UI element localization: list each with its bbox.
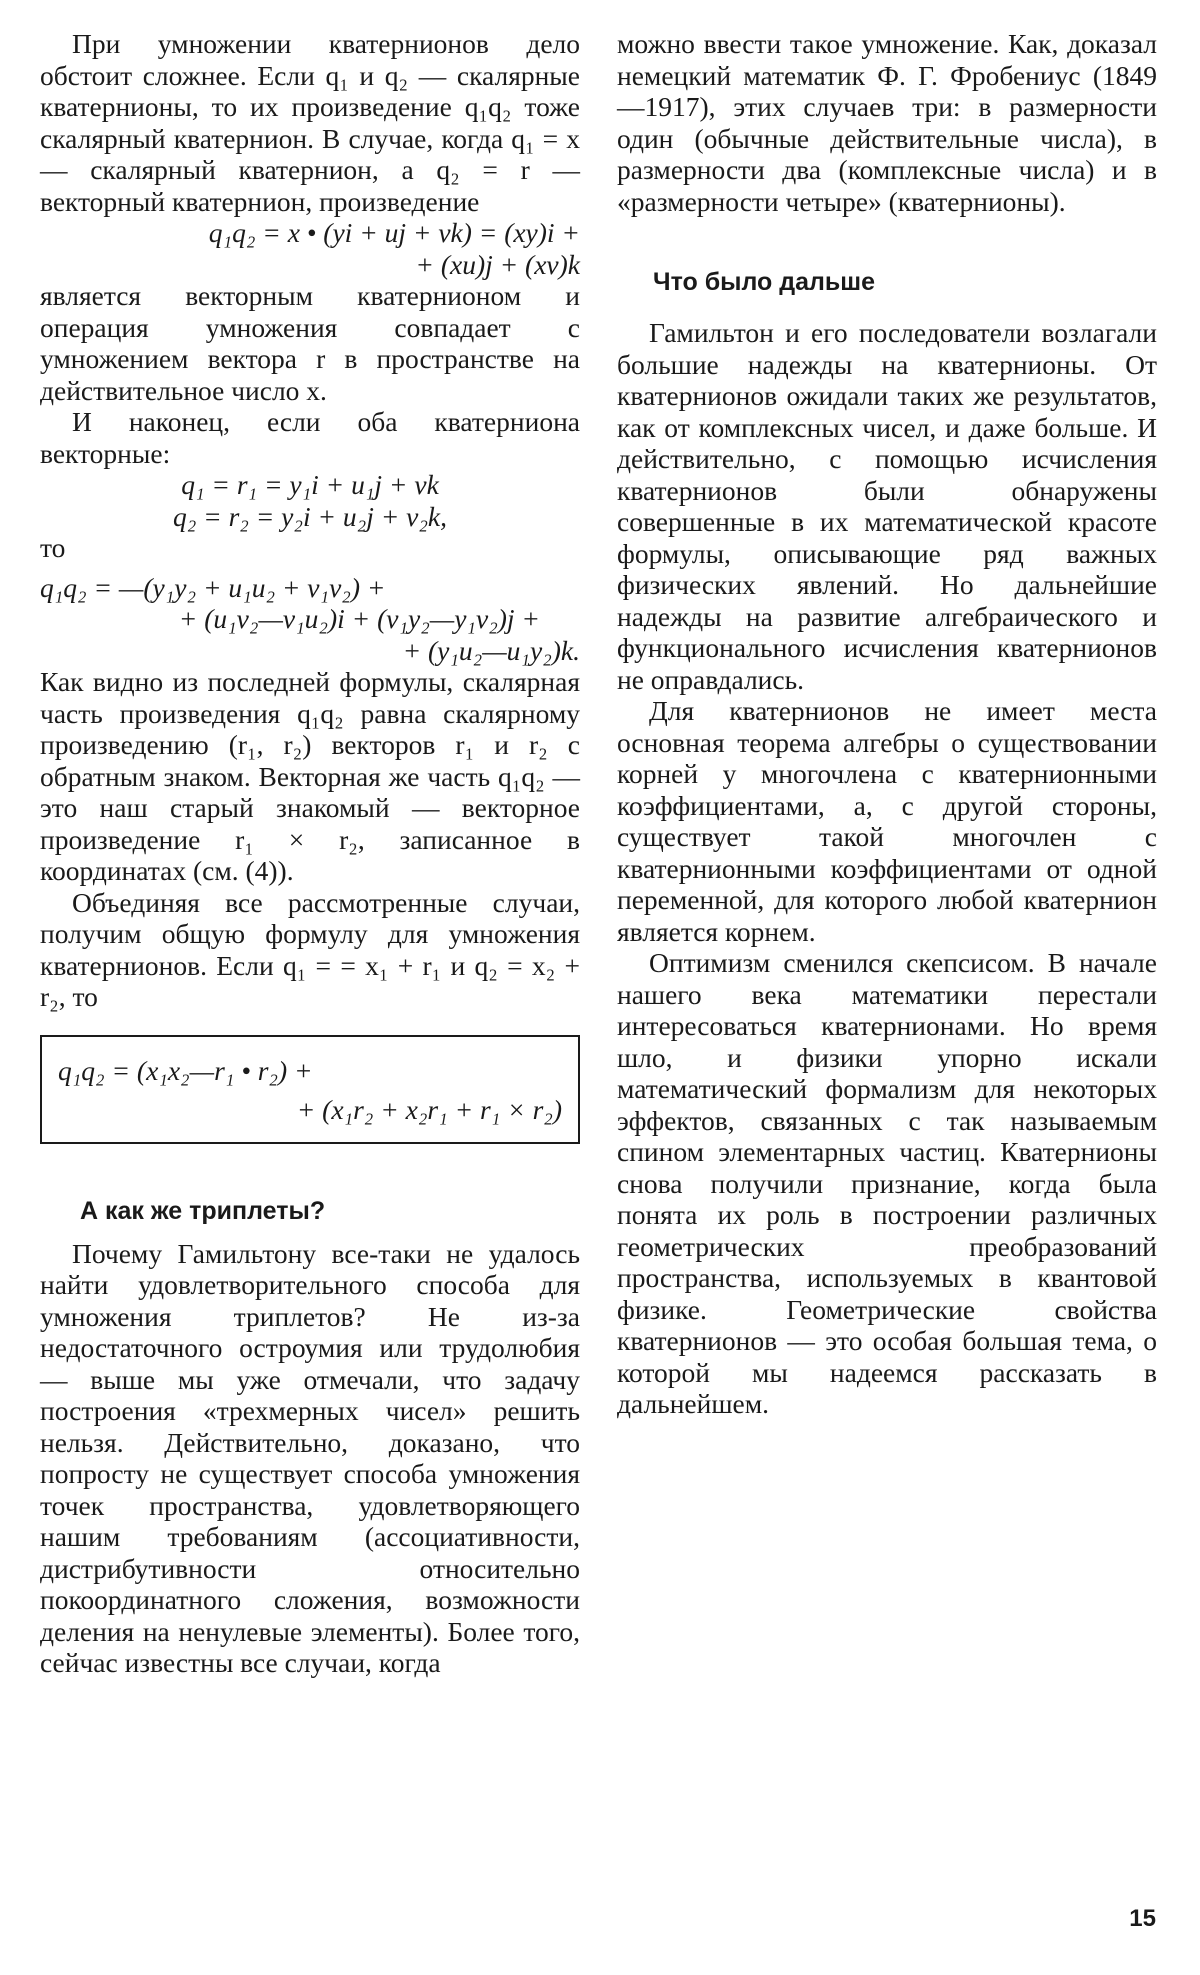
general-multiplication-formula-box — [40, 1035, 580, 1144]
formula-scalar-vector-line1: q₁q₂ = x • (yi + uj + vk) = (xy)i + — [208, 217, 580, 248]
intro-paragraph: При умножении кватернионов дело обстоит сложнее. Если q₁ и q₂ — скалярные кватернионы, то их произведение q₁q₂ тоже скалярный кватернион. В случае, когда q₁ = x — скалярный кватернион, а q₂ = r — векторный кватернион, произведение — [40, 28, 580, 217]
algebra-theorem-paragraph: Для кватернионов не имеет места основная теорема алгебры о существовании корней у многочлена с кватернионными коэффициентами, а, с другой стороны, существует такой многочлен с кватернионными коэффициентами от одной переменной, для которого любой кватернион является корнем. — [617, 695, 1157, 947]
then-word: то — [40, 532, 66, 563]
skepticism-paragraph: Оптимизм сменился скепсисом. В начале нашего века математики перестали интересоваться кватернионами. Но время шло, и физики упорно искали математический формализм для некоторых эффектов, связанных с так называемым спином элементарных частиц. Кватернионы снова получили признание, когда была понята их роль в построении различных геометрических преобразований пространства, используемых в квантовой физике. Геометрические свойства кватернионов — это особая большая тема, о которой мы надеемся рассказать в дальнейшем. — [617, 947, 1157, 1419]
vector-intro-paragraph: И наконец, если оба кватерниона векторные: — [40, 406, 580, 469]
formula-q2-definition: q₂ = r₂ = y₂i + u₂j + v₂k, — [172, 500, 447, 532]
boxed-formula-line2: + (x₁r₂ + x₂r₁ + r₁ × r₂) — [296, 1094, 562, 1125]
formula-vector-product-line3: + (y₁u₂—u₁y₂)k. — [402, 634, 580, 666]
left-column — [40, 28, 580, 1679]
frobenius-paragraph: можно ввести такое умножение. Как, доказал немецкий математик Ф. Г. Фробениус (1849—1917), этих случаев три: в размерности один (обычные действительные числа), в размерности два (комплексные числа) и в «размерности четыре» (кватернионы). — [617, 28, 1157, 217]
scalar-part-paragraph: Как видно из последней формулы, скалярная часть произведения q₁q₂ равна скалярному произведению (r₁, r₂) векторов r₁ и r₂ с обратным знаком. Векторная же часть q₁q₂ — это наш старый знакомый — векторное произведение r₁ × r₂, записанное в координатах (см. (4)). — [40, 666, 580, 886]
formula-vector-product-line1: q₁q₂ = —(y₁y₂ + u₁u₂ + v₁v₂) + — [40, 571, 386, 603]
formula-scalar-vector-line2: + (xu)j + (xv)k — [415, 248, 580, 280]
triplets-paragraph: Почему Гамильтону все-таки не удалось найти удовлетворительного способа для умножения триплетов? Не из-за недостаточного остроумия или трудолюбия — выше мы уже отмечали, что задачу построения «трехмерных чисел» решить нельзя. Действительно, доказано, что попросту не существует способа умножения точек пространства, удовлетворяющего нашим требованиям (ассоциативности, дистрибутивности относительно покоординатного сложения, возможности деления на ненулевые элементы). Более того, сейчас известны все случаи, когда — [40, 1237, 580, 1678]
boxed-formula-line1: q₁q₂ = (x₁x₂—r₁ • r₂) + — [58, 1054, 313, 1086]
page-number: 15 — [1129, 1905, 1156, 1932]
heading-what-next: Что было дальше — [653, 268, 876, 296]
formula-vector-product-line2: + (u₁v₂—v₁u₂)i + (v₁y₂—y₁v₂)j + — [178, 603, 540, 634]
hopes-paragraph: Гамильтон и его последователи возлагали большие надежды на кватернионы. От кватернионов ожидали таких же результатов, как от комплексных чисел, и даже больше. И действительно, с помощью исчисления кватернионов были обнаружены совершенные в их математической красоте формулы, описывающие ряд важных физических явлений. Но дальнейшие надежды на развитие алгебраического и функционального исчисления кватернионов не оправдались. — [617, 317, 1157, 695]
heading-triplets: А как же триплеты? — [80, 1196, 326, 1225]
formula-q1-definition: q₁ = r₁ = y₁i + u₁j + vk — [181, 469, 439, 500]
combine-paragraph: Объединяя все рассмотренные случаи, получим общую формулу для умножения кватернионов. Если q₁ = = x₁ + r₁ и q₂ = x₂ + r₂, то — [40, 886, 580, 1012]
vector-quaternion-paragraph: является векторным кватернионом и операция умножения совпадает с умножением вектора r в пространстве на действительное число x. — [40, 280, 580, 406]
right-column — [617, 28, 1157, 1420]
